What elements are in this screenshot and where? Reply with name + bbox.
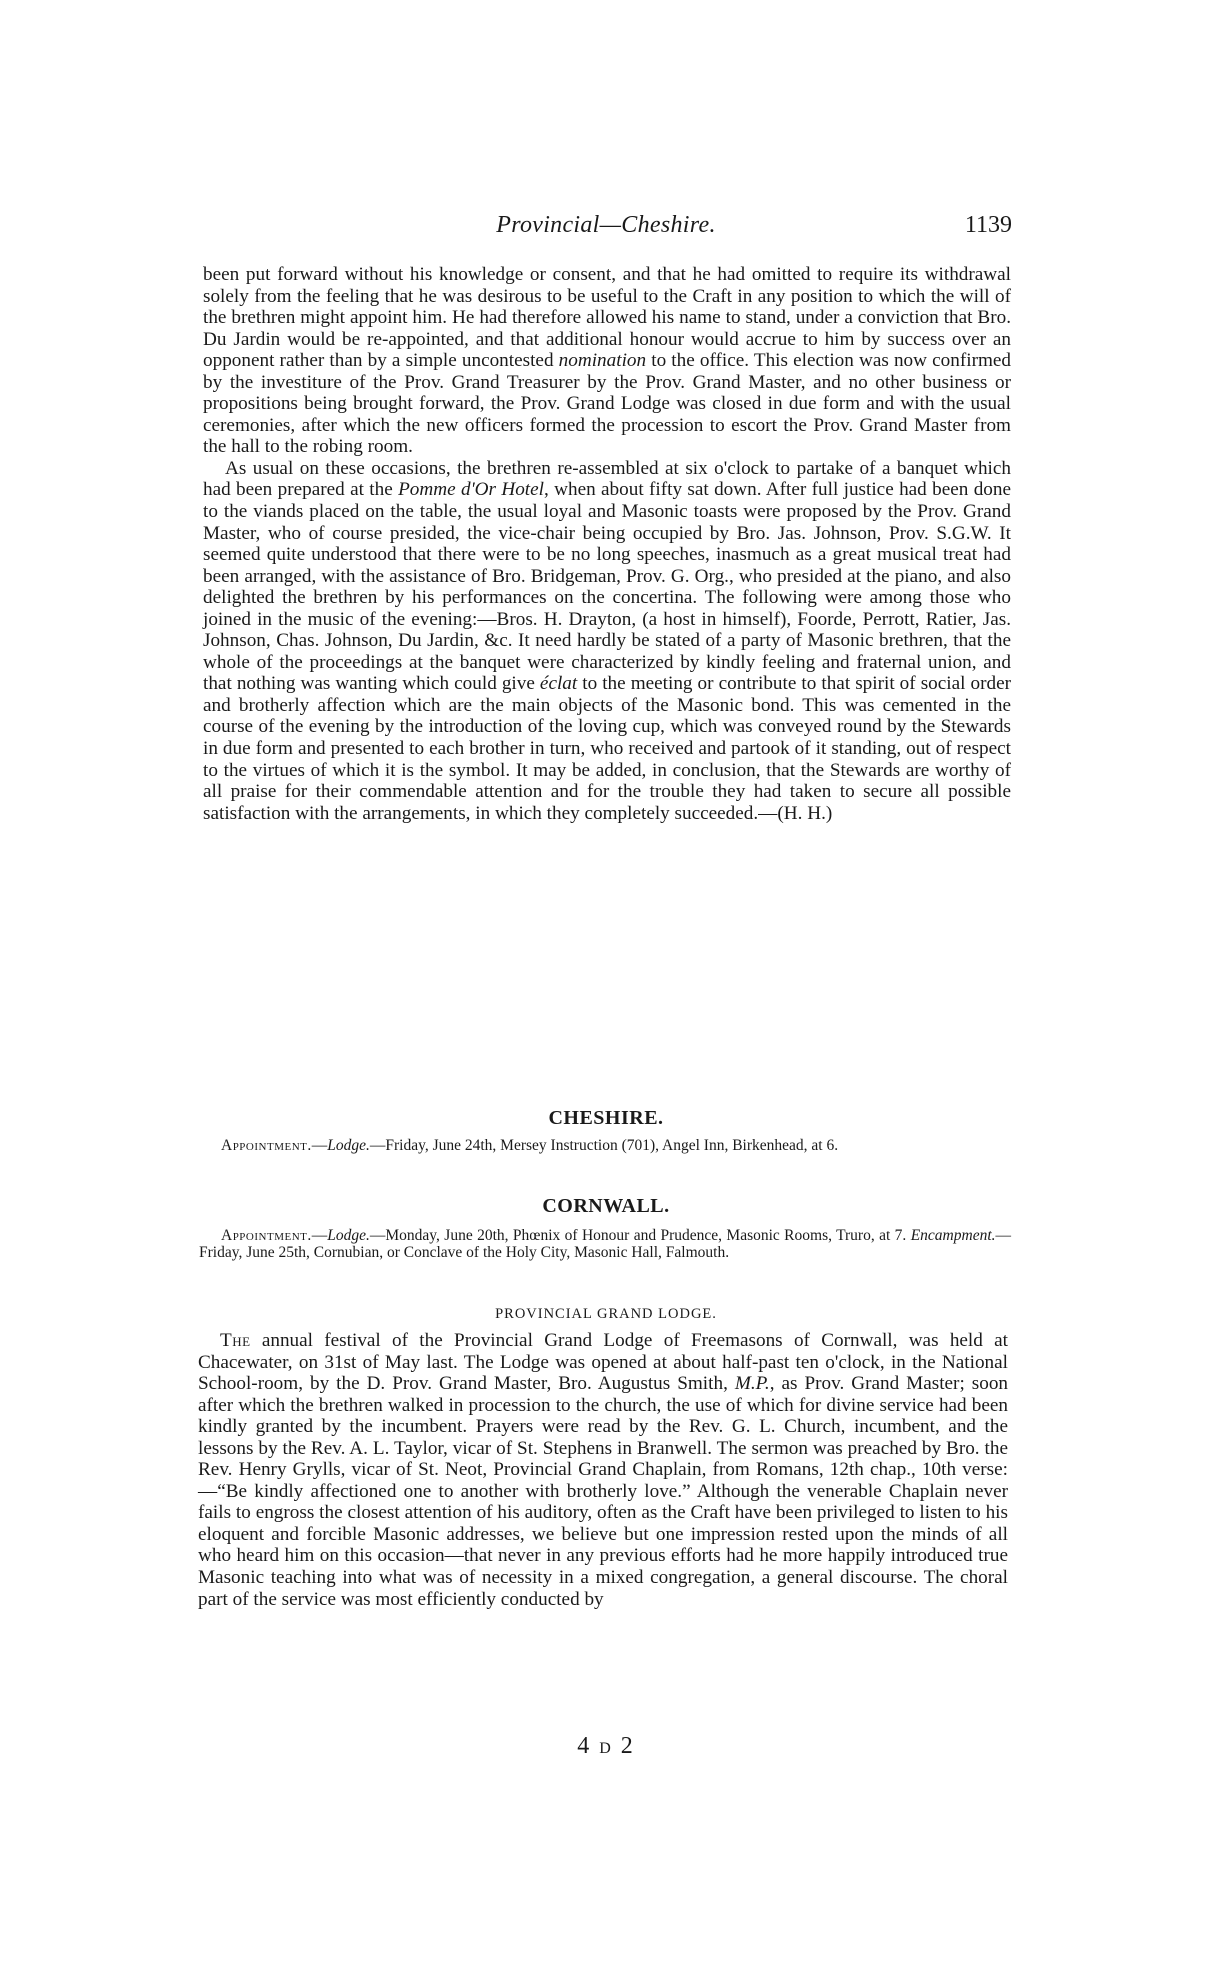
lodge-details: —Friday, June 24th, Mersey Instruction (701), Angel Inn, Birkenhead, at 6. <box>369 1137 839 1154</box>
cheshire-appointment: Appointment.—Lodge.—Friday, June 24th, Mersey Instruction (701), Angel Inn, Birkenhead, at 6. <box>221 1137 839 1154</box>
lead-word: The <box>220 1330 251 1351</box>
lodge-details: —Monday, June 20th, Phœnix of Honour and Prudence, Masonic Rooms, Truro, at 7. <box>369 1227 911 1244</box>
signature-left: 4 <box>577 1733 592 1759</box>
lodge-label: Lodge. <box>327 1227 370 1244</box>
text-run: As usual on these occasions, the brethren re-assembled at six o'clock to partake of a banquet which had been prepared at the <box>203 457 1011 501</box>
text-run: , as Prov. Grand Master; soon after which the brethren walked in procession to the church, the use of which for divine service had been kindly granted by the incumbent. Prayers were read by the Rev. G. L. Church, incumbent, and the lessons by the Rev. A. L. Taylor, vicar of St. Stephens in Branwell. The sermon was preached by Bro. the Rev. Henry Grylls, vicar of St. Neot, Provincial Grand Chaplain, from Romans, 12th chap., 10th verse:—“Be kindly affectioned one to another with brotherly love.” Although the venerable Chaplain never fails to engross the closest attention of his auditory, often as the Craft have been privileged to listen to his eloquent and forcible Masonic addresses, we believe but one impression rested upon the minds of all who heard him on this occasion—that never in any previous efforts had he more happily introduced true Masonic teaching into what was of necessity in a mixed congregation, a general discourse. The choral part of the service was most efficiently conducted by <box>198 1373 1009 1610</box>
cornwall-appointment: Appointment.—Lodge.—Monday, June 20th, Phœnix of Honour and Prudence, Masonic Rooms, Truro, at 7. Encampment.—Friday, June 25th, Cornubian, or Conclave of the Holy City, Masonic Hall, Falmouth. <box>199 1227 1011 1261</box>
section-heading-cornwall: CORNWALL. <box>542 1195 670 1217</box>
section-heading-cheshire: CHESHIRE. <box>548 1107 664 1129</box>
text-run: , when about fifty sat down. After full justice had been done to the viands placed on the table, the usual loyal and Masonic toasts were proposed by the Prov. Grand Master, who of course presided, the vice-chair being occupied by Bro. Jas. Johnson, Prov. S.G.W. It seemed quite understood that there were to be no long speeches, inasmuch as a great musical treat had been arranged, with the assistance of Bro. Bridgeman, Prov. G. Org., who presided at the piano, and also delighted the brethren by his performances on the concertina. The following were among those who joined in the music of the evening:—Bros. H. Drayton, (a host in himself), Foorde, Perrott, Ratier, Jas. Johnson, Chas. Johnson, Du Jardin, &c. It need hardly be stated of a party of Masonic brethren, that the whole of the proceedings at the banquet were characterized by kindly feeling and fraternal union, and that nothing was wanting which could give <box>203 479 1011 695</box>
text-run: to the office. This election was now confirmed by the investiture of the Prov. Grand Treasurer by the Prov. Grand Master, and no other business or propositions being brought forward, the Prov. Grand Lodge was closed in due form and with the usual ceremonies, after which the new officers formed the procession to escort the Prov. Grand Master from the hall to the robing room. <box>203 350 1011 458</box>
text-run: to the meeting or contribute to that spirit of social order and brotherly affection which are the main objects of the Masonic bond. This was cemented in the course of the evening by the introduction of the loving cup, which was conveyed round by the Stewards in due form and presented to each brother in turn, who received and partook of it standing, out of respect to the virtues of which it is the symbol. It may be added, in conclusion, that the Stewards are worthy of all praise for their commendable attention and for the trouble they had taken to secure all possible satisfaction with the arrangements, in which they completely succeeded.—(H. H.) <box>203 673 1011 824</box>
text-run: been put forward without his knowledge or consent, and that he had omitted to require its withdrawal solely from the feeling that he was desirous to be useful to the Craft in any position to which the will of the brethren might appoint him. He had therefore allowed his name to stand, under a conviction that Bro. Du Jardin would be re-appointed, and that additional honour would accrue to him by success over an opponent rather than by a simple uncontested <box>203 264 1011 372</box>
italic-text: Pomme d'Or Hotel <box>398 479 544 501</box>
appointment-label: Appointment. <box>221 1137 312 1154</box>
appointment-label: Appointment. <box>221 1227 312 1244</box>
paragraph <box>203 264 1011 458</box>
text-run: annual festival of the Provincial Grand Lodge of Freemasons of Cornwall, was held at Chacewater, on 31st of May last. The Lodge was opened at about half-past ten o'clock, in the National School-room, by the D. Prov. Grand Master, Bro. Augustus Smith, <box>198 1330 1008 1395</box>
signature-middle: D <box>599 1740 613 1757</box>
paragraph-body <box>198 1330 1008 1610</box>
italic-text: nomination <box>558 350 647 372</box>
provincial-grand-lodge-text <box>198 1330 1008 1610</box>
encampment-label: Encampment. <box>910 1227 996 1244</box>
paragraph <box>198 1330 1008 1610</box>
encampment-details: —Friday, June 25th, Cornubian, or Conclave of the Holy City, Masonic Hall, Falmouth. <box>199 1227 1011 1261</box>
lodge-label: Lodge. <box>327 1137 370 1154</box>
signature-right: 2 <box>620 1733 635 1759</box>
italic-text: M.P. <box>734 1373 770 1395</box>
paragraph <box>203 458 1011 824</box>
continuation-text <box>203 264 1011 824</box>
page-number: 1139 <box>964 212 1012 238</box>
signature-mark <box>200 1733 1012 1760</box>
running-head <box>200 212 1012 242</box>
subheading-provincial-grand-lodge: PROVINCIAL GRAND LODGE. <box>495 1306 717 1322</box>
running-title: Provincial—Cheshire. <box>496 212 716 238</box>
italic-text: éclat <box>539 673 578 695</box>
